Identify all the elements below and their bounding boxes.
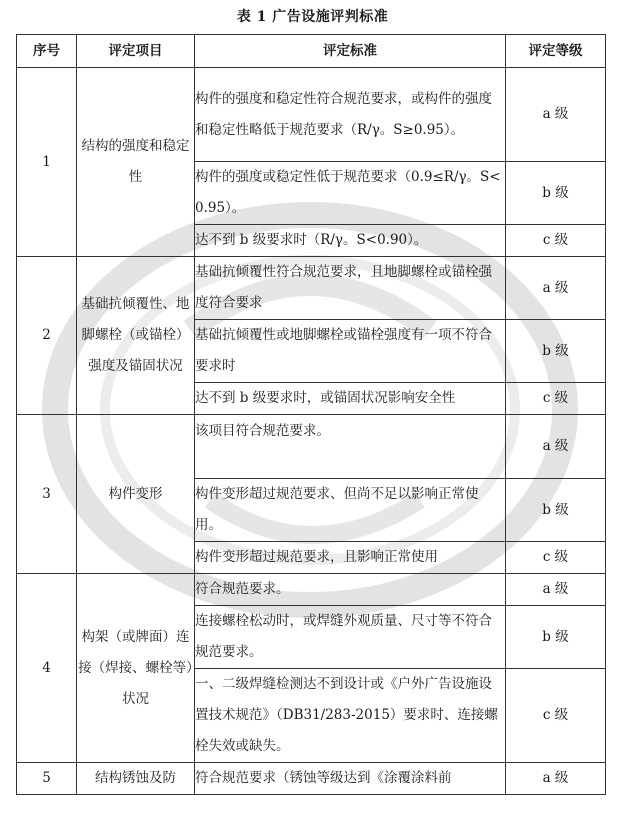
criterion-cell: 构件变形超过规范要求，且影响正常使用 <box>195 542 506 574</box>
grade-cell: c 级 <box>506 542 606 574</box>
serial-cell: 1 <box>17 68 77 257</box>
criterion-cell: 该项目符合规范要求。 <box>195 415 506 479</box>
item-cell: 构件变形 <box>77 415 195 574</box>
evaluation-standard-table <box>16 34 606 795</box>
serial-cell: 2 <box>17 257 77 415</box>
grade-cell: a 级 <box>506 415 606 479</box>
grade-cell: b 级 <box>506 162 606 225</box>
serial-cell: 4 <box>17 574 77 763</box>
table-row <box>17 415 606 479</box>
serial-cell: 3 <box>17 415 77 574</box>
serial-cell: 5 <box>17 763 77 795</box>
grade-cell: b 级 <box>506 320 606 383</box>
criterion-cell: 构件变形超过规范要求、但尚不足以影响正常使用。 <box>195 479 506 542</box>
item-cell: 结构的强度和稳定性 <box>77 68 195 257</box>
table-title: 表 1 广告设施评判标准 <box>236 9 389 25</box>
header-item: 评定项目 <box>77 35 195 68</box>
criterion-cell: 符合规范要求（锈蚀等级达到《涂覆涂料前 <box>195 763 506 795</box>
grade-cell: a 级 <box>506 257 606 320</box>
criterion-cell: 基础抗倾覆性符合规范要求，且地脚螺栓或锚栓强度符合要求 <box>195 257 506 320</box>
header-criterion: 评定标准 <box>195 35 506 68</box>
header-grade: 评定等级 <box>506 35 606 68</box>
criterion-cell: 达不到 b 级要求时，或锚固状况影响安全性 <box>195 383 506 415</box>
header-serial: 序号 <box>17 35 77 68</box>
item-cell: 结构锈蚀及防 <box>77 763 195 795</box>
criterion-cell: 基础抗倾覆性或地脚螺栓或锚栓强度有一项不符合要求时 <box>195 320 506 383</box>
grade-cell: a 级 <box>506 68 606 162</box>
criterion-cell: 构件的强度或稳定性低于规范要求（0.9≤R/γ。S<0.95）。 <box>195 162 506 225</box>
table-row <box>17 763 606 795</box>
criterion-cell: 达不到 b 级要求时（R/γ。S<0.90）。 <box>195 225 506 257</box>
criterion-cell: 符合规范要求。 <box>195 574 506 606</box>
criterion-cell: 构件的强度和稳定性符合规范要求，或构件的强度和稳定性略低于规范要求（R/γ。S≥0.95）。 <box>195 68 506 162</box>
criterion-cell: 连接螺栓松动时，或焊缝外观质量、尺寸等不符合规范要求。 <box>195 606 506 669</box>
item-cell: 基础抗倾覆性、地脚螺栓（或锚栓）强度及锚固状况 <box>77 257 195 415</box>
grade-cell: c 级 <box>506 225 606 257</box>
table-header-row <box>17 35 606 68</box>
item-cell: 构架（或牌面）连接（焊接、螺栓等）状况 <box>77 574 195 763</box>
table-row <box>17 257 606 320</box>
table-row <box>17 574 606 606</box>
grade-cell: c 级 <box>506 383 606 415</box>
grade-cell: a 级 <box>506 763 606 795</box>
table-row <box>17 68 606 162</box>
criterion-cell: 一、二级焊缝检测达不到设计或《户外广告设施设置技术规范》（DB31/283-2015）要求时、连接螺栓失效或缺失。 <box>195 669 506 763</box>
grade-cell: b 级 <box>506 479 606 542</box>
grade-cell: a 级 <box>506 574 606 606</box>
grade-cell: c 级 <box>506 669 606 763</box>
grade-cell: b 级 <box>506 606 606 669</box>
